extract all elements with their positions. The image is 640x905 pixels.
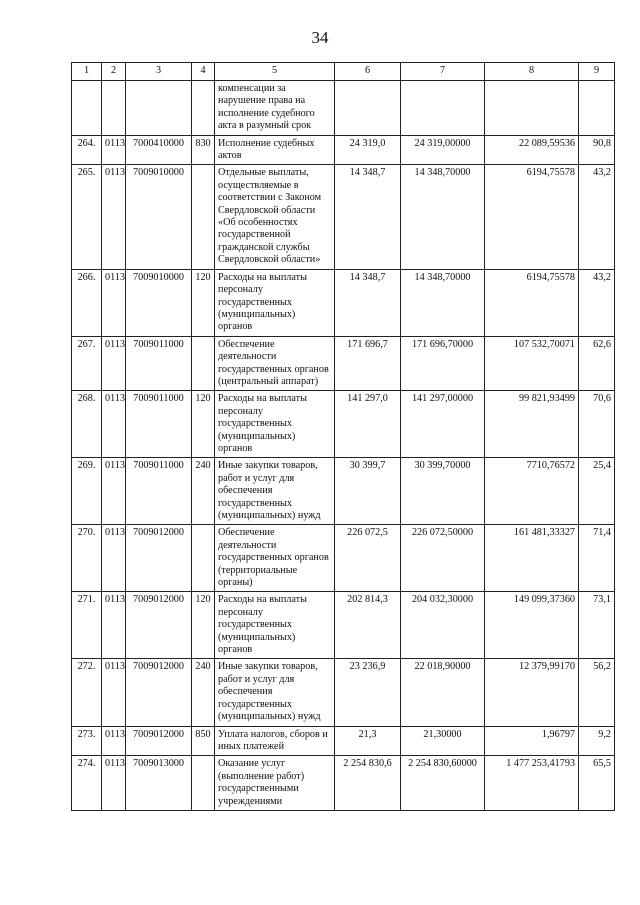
executed-amount-cell: 1,96797 [485, 726, 579, 756]
description-cell: Иные закупки товаров, работ и услуг для обеспечения государственных (муниципальных) нужд [215, 458, 335, 525]
table-row [72, 269, 615, 336]
description-cell: Отдельные выплаты, осуществляемые в соответствии с Законом Свердловской области «Об особенностях государственной гражданской службы Свердловской области» [215, 165, 335, 269]
target-code-cell: 7009012000 [126, 659, 192, 726]
expense-type-cell: 120 [192, 592, 215, 659]
revised-amount-cell: 141 297,00000 [401, 391, 485, 458]
percent-cell: 62,6 [579, 336, 615, 391]
percent-cell [579, 81, 615, 136]
executed-amount-cell: 107 532,70071 [485, 336, 579, 391]
row-number-cell: 270. [72, 525, 102, 592]
section-code-cell: 0113 [102, 135, 126, 165]
revised-amount-cell: 24 319,00000 [401, 135, 485, 165]
table-row [72, 659, 615, 726]
table-row [72, 592, 615, 659]
table-row [72, 726, 615, 756]
page-number: 34 [311, 28, 329, 47]
section-code-cell: 0113 [102, 756, 126, 811]
description-cell: Уплата налогов, сборов и иных платежей [215, 726, 335, 756]
executed-amount-cell: 22 089,59536 [485, 135, 579, 165]
row-number-cell: 272. [72, 659, 102, 726]
approved-amount-cell: 30 399,7 [335, 458, 401, 525]
description-cell: Исполнение судебных актов [215, 135, 335, 165]
section-code-cell: 0113 [102, 659, 126, 726]
row-number-cell: 269. [72, 458, 102, 525]
percent-cell: 73,1 [579, 592, 615, 659]
revised-amount-cell: 2 254 830,60000 [401, 756, 485, 811]
executed-amount-cell: 12 379,99170 [485, 659, 579, 726]
expense-type-cell: 120 [192, 269, 215, 336]
description-cell: Иные закупки товаров, работ и услуг для обеспечения государственных (муниципальных) нужд [215, 659, 335, 726]
target-code-cell: 7009011000 [126, 458, 192, 525]
approved-amount-cell: 141 297,0 [335, 391, 401, 458]
target-code-cell: 7009011000 [126, 336, 192, 391]
description-cell: Обеспечение деятельности государственных органов (территориальные органы) [215, 525, 335, 592]
revised-amount-cell: 30 399,70000 [401, 458, 485, 525]
table-row [72, 458, 615, 525]
table-row [72, 756, 615, 811]
revised-amount-cell: 226 072,50000 [401, 525, 485, 592]
section-code-cell: 0113 [102, 592, 126, 659]
target-code-cell: 7000410000 [126, 135, 192, 165]
percent-cell: 65,5 [579, 756, 615, 811]
expense-type-cell [192, 525, 215, 592]
description-cell: Оказание услуг (выполнение работ) государственными учреждениями [215, 756, 335, 811]
percent-cell: 25,4 [579, 458, 615, 525]
row-number-cell [72, 81, 102, 136]
row-number-cell: 266. [72, 269, 102, 336]
percent-cell: 70,6 [579, 391, 615, 458]
revised-amount-cell: 204 032,30000 [401, 592, 485, 659]
approved-amount-cell: 226 072,5 [335, 525, 401, 592]
section-code-cell: 0113 [102, 525, 126, 592]
percent-cell: 9,2 [579, 726, 615, 756]
row-number-cell: 271. [72, 592, 102, 659]
executed-amount-cell: 6194,75578 [485, 165, 579, 269]
row-number-cell: 268. [72, 391, 102, 458]
executed-amount-cell [485, 81, 579, 136]
percent-cell: 90,8 [579, 135, 615, 165]
target-code-cell: 7009012000 [126, 592, 192, 659]
header-cell: 7 [401, 63, 485, 81]
executed-amount-cell: 6194,75578 [485, 269, 579, 336]
approved-amount-cell: 202 814,3 [335, 592, 401, 659]
approved-amount-cell: 14 348,7 [335, 165, 401, 269]
header-cell: 4 [192, 63, 215, 81]
approved-amount-cell [335, 81, 401, 136]
description-cell: Обеспечение деятельности государственных органов (центральный аппарат) [215, 336, 335, 391]
header-cell: 9 [579, 63, 615, 81]
section-code-cell: 0113 [102, 269, 126, 336]
row-number-cell: 267. [72, 336, 102, 391]
executed-amount-cell: 7710,76572 [485, 458, 579, 525]
header-cell: 8 [485, 63, 579, 81]
section-code-cell: 0113 [102, 726, 126, 756]
executed-amount-cell: 1 477 253,41793 [485, 756, 579, 811]
executed-amount-cell: 161 481,33327 [485, 525, 579, 592]
header-cell: 2 [102, 63, 126, 81]
approved-amount-cell: 21,3 [335, 726, 401, 756]
section-code-cell: 0113 [102, 165, 126, 269]
expense-type-cell: 240 [192, 659, 215, 726]
section-code-cell: 0113 [102, 458, 126, 525]
header-cell: 6 [335, 63, 401, 81]
expense-type-cell: 120 [192, 391, 215, 458]
executed-amount-cell: 99 821,93499 [485, 391, 579, 458]
target-code-cell: 7009010000 [126, 269, 192, 336]
approved-amount-cell: 14 348,7 [335, 269, 401, 336]
table-row [72, 135, 615, 165]
revised-amount-cell: 21,30000 [401, 726, 485, 756]
section-code-cell: 0113 [102, 391, 126, 458]
target-code-cell: 7009013000 [126, 756, 192, 811]
expense-type-cell: 240 [192, 458, 215, 525]
percent-cell: 71,4 [579, 525, 615, 592]
header-row [72, 63, 615, 81]
expense-type-cell [192, 81, 215, 136]
row-number-cell: 265. [72, 165, 102, 269]
description-cell: Расходы на выплаты персоналу государственных (муниципальных) органов [215, 391, 335, 458]
target-code-cell: 7009011000 [126, 391, 192, 458]
approved-amount-cell: 23 236,9 [335, 659, 401, 726]
expense-type-cell [192, 336, 215, 391]
row-number-cell: 273. [72, 726, 102, 756]
header-cell: 3 [126, 63, 192, 81]
header-cell: 1 [72, 63, 102, 81]
approved-amount-cell: 171 696,7 [335, 336, 401, 391]
revised-amount-cell [401, 81, 485, 136]
table-row [72, 81, 615, 136]
expense-type-cell: 850 [192, 726, 215, 756]
approved-amount-cell: 24 319,0 [335, 135, 401, 165]
revised-amount-cell: 171 696,70000 [401, 336, 485, 391]
revised-amount-cell: 22 018,90000 [401, 659, 485, 726]
description-cell: компенсации за нарушение права на исполнение судебного акта в разумный срок [215, 81, 335, 136]
table-row [72, 165, 615, 269]
table-row [72, 525, 615, 592]
row-number-cell: 274. [72, 756, 102, 811]
section-code-cell [102, 81, 126, 136]
section-code-cell: 0113 [102, 336, 126, 391]
percent-cell: 43,2 [579, 165, 615, 269]
target-code-cell [126, 81, 192, 136]
budget-table [71, 62, 615, 811]
expense-type-cell: 830 [192, 135, 215, 165]
target-code-cell: 7009010000 [126, 165, 192, 269]
percent-cell: 56,2 [579, 659, 615, 726]
executed-amount-cell: 149 099,37360 [485, 592, 579, 659]
revised-amount-cell: 14 348,70000 [401, 165, 485, 269]
description-cell: Расходы на выплаты персоналу государственных (муниципальных) органов [215, 592, 335, 659]
description-cell: Расходы на выплаты персоналу государственных (муниципальных) органов [215, 269, 335, 336]
header-cell: 5 [215, 63, 335, 81]
table-row [72, 336, 615, 391]
expense-type-cell [192, 756, 215, 811]
percent-cell: 43,2 [579, 269, 615, 336]
expense-type-cell [192, 165, 215, 269]
approved-amount-cell: 2 254 830,6 [335, 756, 401, 811]
target-code-cell: 7009012000 [126, 525, 192, 592]
target-code-cell: 7009012000 [126, 726, 192, 756]
table-row [72, 391, 615, 458]
row-number-cell: 264. [72, 135, 102, 165]
revised-amount-cell: 14 348,70000 [401, 269, 485, 336]
